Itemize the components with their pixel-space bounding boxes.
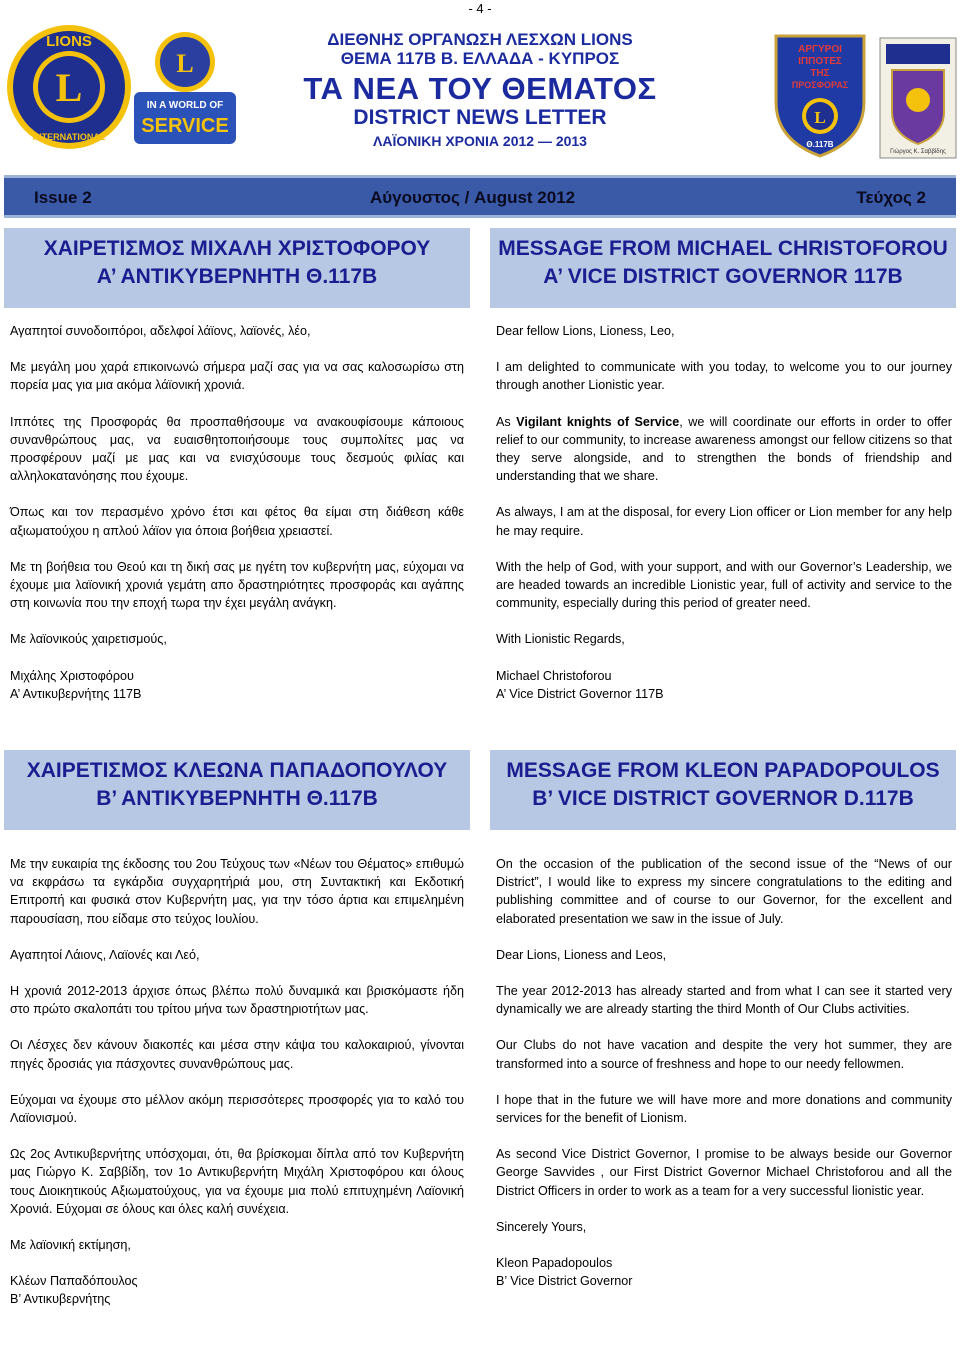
paragraph: Ιππότες της Προσφοράς θα προσπαθήσουμε να ανακουφίσουμε κάποιους συνανθρώπους μας, να ευαισθητοποιήσουμε τους συμπολίτες μας να προσφέρουν μαζί με μας και να ενισχύσουμε τους δεσμούς φιλίας και αλληλοκατανόησης που έχουμε. — [10, 414, 464, 484]
newsletter-title-english: DISTRICT NEWS LETTER — [353, 106, 607, 129]
paragraph: Dear fellow Lions, Lioness, Leo, — [496, 324, 675, 338]
svg-text:LIONS: LIONS — [46, 33, 92, 50]
section2-title-greek: ΧΑΙΡΕΤΙΣΜΟΣ ΚΛΕΩΝΑ ΠΑΠΑΔΟΠΟΥΛΟΥ Β’ ΑΝΤΙΚΥΒΕΡΝΗΤΗ Θ.117Β — [4, 750, 470, 830]
governor-emblem-logo — [878, 36, 958, 165]
svg-text:ΠΡΟΣΦΟΡΑΣ: ΠΡΟΣΦΟΡΑΣ — [791, 80, 849, 90]
newsletter-title-greek: ΤΑ ΝΕΑ ΤΟΥ ΘΕΜΑΤΟΣ — [303, 71, 657, 106]
svg-text:Γιώργος Κ. Σαββίδης: Γιώργος Κ. Σαββίδης — [890, 149, 946, 155]
svg-text:L: L — [176, 49, 194, 78]
signature-name: Κλέων Παπαδόπουλος — [10, 1274, 138, 1289]
world-of-service-logo — [130, 28, 240, 153]
signature-title: B’ Vice District Governor — [496, 1274, 633, 1289]
issue-number: Issue 2 — [34, 188, 92, 207]
svg-text:Θ.117Β: Θ.117Β — [806, 140, 834, 149]
signature-title: Α’ Αντικυβερνήτης 117Β — [10, 686, 142, 701]
issue-bar — [4, 175, 956, 218]
paragraph: Dear Lions, Lioness and Leos, — [496, 947, 667, 962]
signature-name: Μιχάλης Χριστοφόρου — [10, 668, 134, 683]
lions-year: ΛΑΪΟΝΙΚΗ ΧΡΟΝΙΑ 2012 — 2013 — [373, 133, 587, 149]
section1-title-english: MESSAGE FROM MICHAEL CHRISTOFOROU A’ VICE DISTRICT GOVERNOR 117B — [490, 228, 956, 308]
paragraph: Με λαϊονικούς χαιρετισμούς, — [10, 632, 167, 647]
paragraph: With the help of God, with your support, and with our Governor’s Leadership, we are headed towards an incredible Lionistic year, full of activity and service to the community, especially during this period of greater need. — [496, 559, 952, 611]
section1-greek-text — [10, 322, 464, 703]
signature-name: Kleon Papadopoulos — [496, 1256, 613, 1271]
newsletter-header — [0, 14, 960, 174]
section2-title-english: MESSAGE FROM KLEON PAPADOPOULOS B’ VICE DISTRICT GOVERNOR D.117B — [490, 750, 956, 830]
paragraph: Όπως και τον περασμένο χρόνο έτσι και φέτος θα είμαι στη διάθεση κάθε αξιωματούχου η απλού λάϊον για όποια βοήθεια χρειαστεί. — [10, 505, 464, 538]
paragraph-knights: As Vigilant knights of Service, we will coordinate our efforts in order to offer relief to our community, to increase awareness amongst our fellow citizens so that they serve alongside, and to strengthen the bonds of friendship and understanding that we share. — [496, 414, 952, 484]
paragraph: Αγαπητοί Λάιονς, Λαϊονές και Λεό, — [10, 947, 200, 962]
lions-international-logo — [4, 22, 134, 157]
paragraph: Με μεγάλη μου χαρά επικοινωνώ σήμερα μαζί σας για να σας καλοσωρίσω στη πορεία μας για μια ακόμα λάϊονική χρονιά. — [10, 360, 464, 393]
paragraph: I am delighted to communicate with you today, to welcome you to our journey through another Lionistic year. — [496, 360, 952, 393]
signature-title: Β’ Αντικυβερνήτης — [10, 1292, 111, 1307]
paragraph: With Lionistic Regards, — [496, 632, 625, 647]
paragraph: Εύχομαι να έχουμε στο μέλλον ακόμη περισσότερες προσφορές για το καλό του Λαϊονισμού. — [10, 1092, 464, 1126]
section2-greek-text — [10, 855, 464, 1309]
paragraph: On the occasion of the publication of the second issue of the “News of our District”, I would like to express my sincere congratulations to the editing and publishing committee and of course to our Governor, for the excellent and elaborated presentation we saw in the issue of July. — [496, 857, 952, 926]
paragraph: Sincerely Yours, — [496, 1219, 587, 1234]
signature-name: Michael Christoforou — [496, 668, 612, 683]
svg-text:IN A WORLD OF: IN A WORLD OF — [146, 100, 224, 111]
org-name: ΔΙΕΘΝΗΣ ΟΡΓΑΝΩΣΗ ΛΕΣΧΩΝ LIONS — [327, 30, 633, 49]
paragraph: Με την ευκαιρία της έκδοσης του 2ου Τεύχους των «Νέων του Θέματος» επιθυμώ να εκφράσω τα εγκάρδια συγχαρητήριά μου, στη Συντακτική και Εκδοτική Επιτροπή και φυσικά στον Κυβερνήτη μας, για την τόσο άρτια και επιμελημένη παρουσίαση, που είδαμε στο τεύχος Ιουλίου. — [10, 857, 464, 926]
page-number: - 4 - — [468, 1, 492, 16]
section2-english-text — [496, 855, 952, 1290]
svg-text:SERVICE: SERVICE — [141, 115, 229, 137]
svg-text:ΤΗΣ: ΤΗΣ — [810, 68, 830, 79]
paragraph: Η χρονιά 2012-2013 άρχισε όπως βλέπω πολύ δυναμικά και βρισκόμαστε ήδη στο πρώτο σκαλοπάτι του τρίτου μήνα των δραστηριοτήτων μας. — [10, 984, 464, 1017]
paragraph: As always, I am at the disposal, for every Lion officer or Lion member for any help he may require. — [496, 505, 952, 538]
svg-text:L: L — [55, 65, 83, 110]
signature-title: A’ Vice District Governor 117B — [496, 686, 664, 701]
paragraph: Ως 2ος Αντικυβερνήτης υπόσχομαι, ότι, θα βρίσκομαι δίπλα από τον Κυβερνήτη μας Γιώργο Κ. Σαββίδη, τον 1ο Αντικυβερνήτη Μιχάλη Χριστοφόρου και όλους τους Διοικητικούς Αξιωματούχους, για να έχουμε μια πολύ επιτυχημένη Λαϊονική Χρονιά. Εύχομαι σε όλους και όλες καλή συνέχεια. — [10, 1147, 464, 1216]
paragraph: I hope that in the future we will have more and more donations and community services for the benefit of Lionism. — [496, 1092, 952, 1126]
issue-date: Αύγουστος / August 2012 — [370, 188, 576, 207]
paragraph: Αγαπητοί συνοδοιπόροι, αδελφοί λάϊονς, λαϊονές, λέο, — [10, 324, 311, 338]
section1-english-text — [496, 322, 952, 703]
bold-phrase: Vigilant knights of Service — [516, 414, 680, 429]
paragraph: Με λαϊονική εκτίμηση, — [10, 1238, 131, 1253]
svg-text:ΙΠΠΟΤΕΣ: ΙΠΠΟΤΕΣ — [798, 56, 842, 67]
silver-knights-shield-logo — [770, 32, 870, 163]
paragraph: The year 2012-2013 has already started and from what I can see it started very dynamically we are already starting the third Month of Our Clubs activities. — [496, 984, 952, 1017]
district-name: ΘΕΜΑ 117Β Β. ΕΛΛΑΔΑ - ΚΥΠΡΟΣ — [340, 49, 620, 68]
svg-text:INTERNATIONAL: INTERNATIONAL — [32, 132, 106, 142]
paragraph: Οι Λέσχες δεν κάνουν διακοπές και μέσα στην κάψα του καλοκαιριού, γίνονται πηγές δροσιάς για πάσχοντες συνανθρώπους μας. — [10, 1038, 464, 1071]
paragraph: As second Vice District Governor, I promise to be always beside our Governor George Savvides , our First District Governor Michael Christoforou and all the District Officers in order to work as a team for a very successful lionistic year. — [496, 1147, 952, 1198]
svg-text:L: L — [814, 108, 826, 127]
paragraph: Με τη βοήθεια του Θεού και τη δική σας με ηγέτη τον κυβερνήτη μας, εύχομαι να έχουμε μια λαϊονική χρονιά γεμάτη απο δραστηριότητες προσφοράς και αγάπης στη κοινωνία που την εποχή τωρα την έχει μεγάλη ανάγκη. — [10, 559, 464, 611]
issue-number-greek: Τεύχος 2 — [856, 188, 926, 207]
section1-title-greek: ΧΑΙΡΕΤΙΣΜΟΣ ΜΙΧΑΛΗ ΧΡΙΣΤΟΦΟΡΟΥ Α’ ΑΝΤΙΚΥΒΕΡΝΗΤΗ Θ.117Β — [4, 228, 470, 308]
paragraph: Our Clubs do not have vacation and despite the very hot summer, they are transformed into a source of freshness and hope to our needy fellowmen. — [496, 1038, 952, 1071]
svg-text:ΑΡΓΥΡΟΙ: ΑΡΓΥΡΟΙ — [798, 44, 842, 55]
